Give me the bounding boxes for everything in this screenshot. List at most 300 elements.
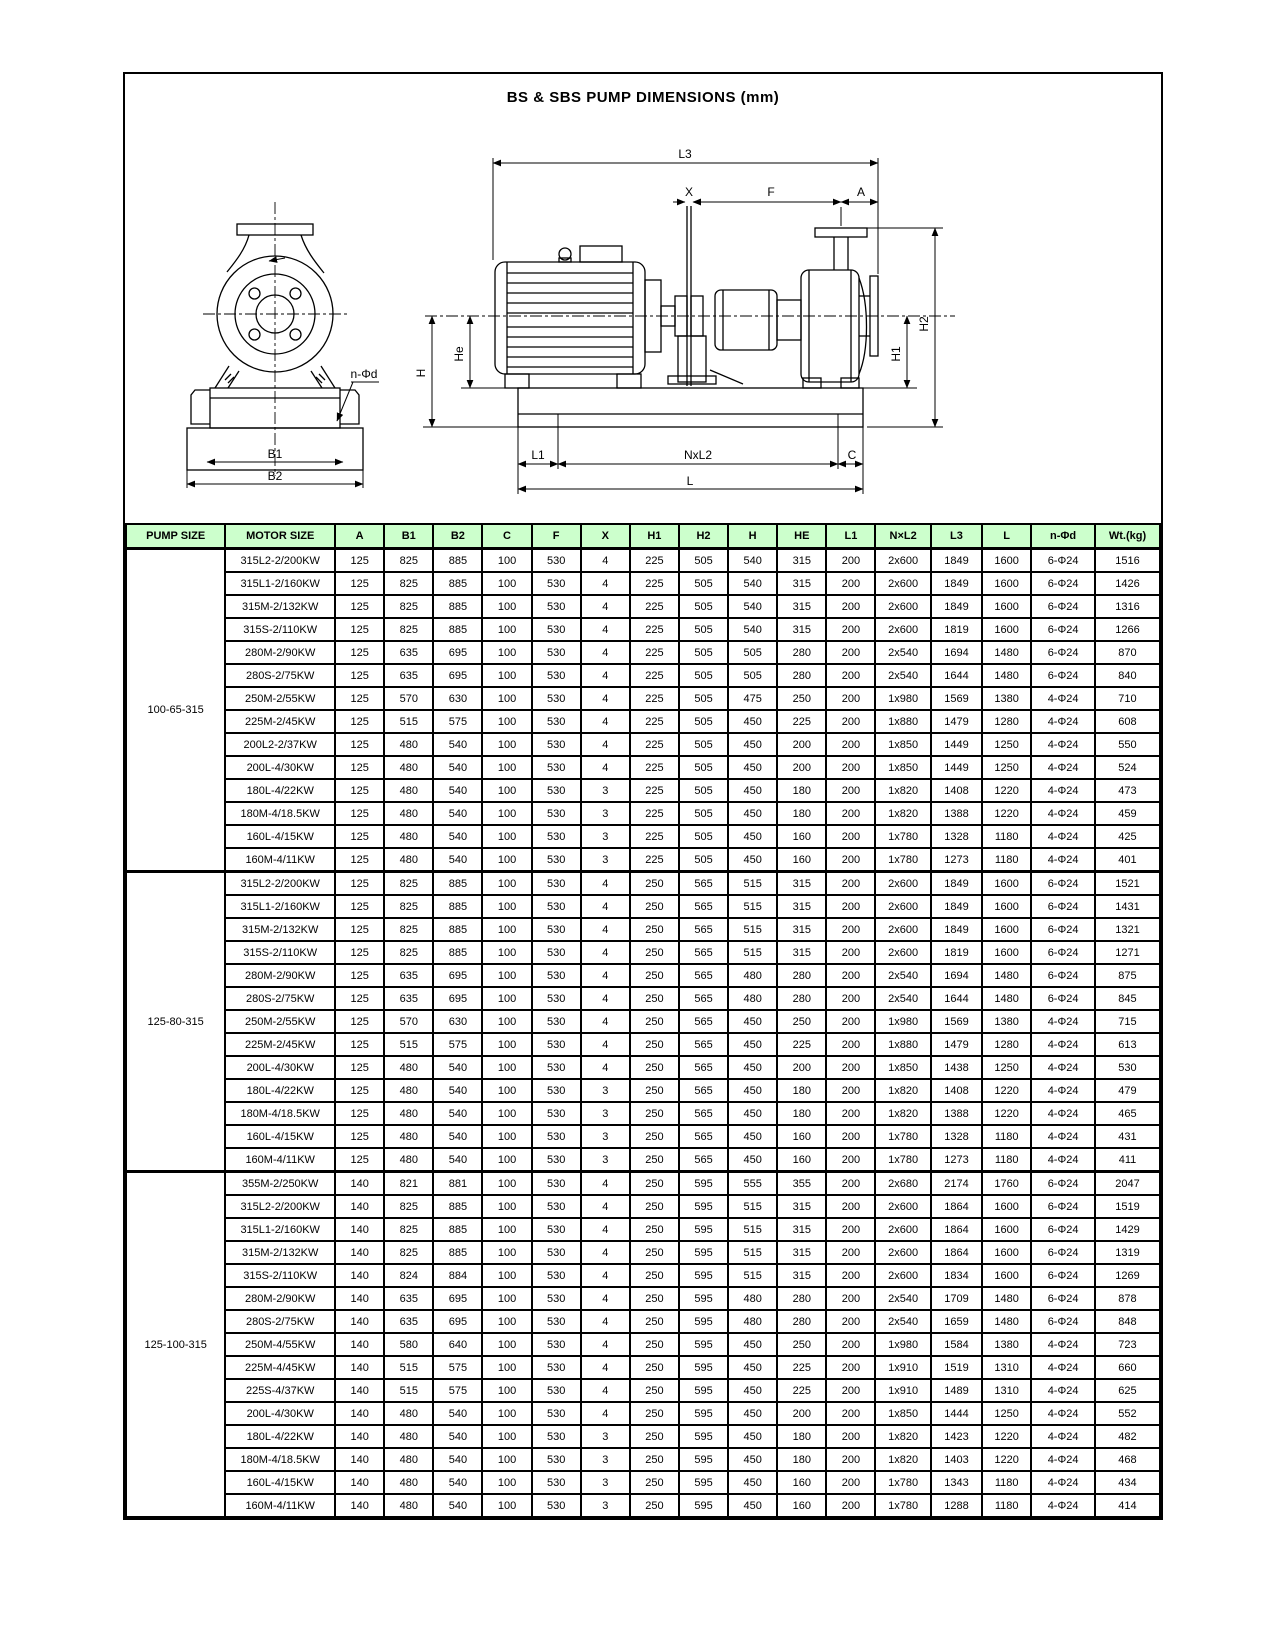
- dimension-cell: 100: [482, 710, 531, 733]
- dimension-cell: 200: [826, 1125, 875, 1148]
- table-row: [126, 872, 1160, 896]
- dimension-cell: 530: [532, 825, 581, 848]
- dimension-cell: 540: [728, 618, 777, 641]
- dimension-cell: 1220: [982, 1448, 1031, 1471]
- dimension-cell: 125: [335, 941, 384, 964]
- dimension-cell: 530: [532, 572, 581, 595]
- motor-size-cell: 250M-4/55KW: [225, 1333, 335, 1356]
- motor-size-cell: 160L-4/15KW: [225, 1125, 335, 1148]
- dimension-cell: 505: [728, 664, 777, 687]
- dimension-cell: 1220: [982, 802, 1031, 825]
- dimension-cell: 450: [728, 1471, 777, 1494]
- dimension-cell: 250: [777, 687, 826, 710]
- page-title: BS & SBS PUMP DIMENSIONS (mm): [506, 89, 780, 106]
- dimension-cell: 595: [679, 1333, 728, 1356]
- dimension-cell: 480: [384, 1402, 433, 1425]
- dimension-cell: 100: [482, 1172, 531, 1196]
- dimension-cell: 530: [532, 1102, 581, 1125]
- dimension-cell: 1x820: [875, 1079, 930, 1102]
- dimension-cell: 6-Φ24: [1031, 964, 1095, 987]
- motor-size-cell: 180M-4/18.5KW: [225, 802, 335, 825]
- dimension-cell: 2x540: [875, 964, 930, 987]
- dimension-cell: 515: [728, 1218, 777, 1241]
- dimension-cell: 480: [384, 1102, 433, 1125]
- dimension-cell: 595: [679, 1448, 728, 1471]
- dimension-cell: 200: [826, 756, 875, 779]
- dimension-cell: 885: [433, 1218, 482, 1241]
- dimension-cell: 280: [777, 1310, 826, 1333]
- dimension-cell: 475: [728, 687, 777, 710]
- dimension-cell: 505: [679, 641, 728, 664]
- dimension-cell: 480: [384, 1125, 433, 1148]
- dimension-cell: 540: [433, 1056, 482, 1079]
- dimension-cell: 570: [384, 1010, 433, 1033]
- dimension-cell: 1220: [982, 1425, 1031, 1448]
- motor-size-cell: 280M-2/90KW: [225, 964, 335, 987]
- table-row: [126, 1402, 1160, 1425]
- dimension-cell: 1319: [1095, 1241, 1160, 1264]
- dimension-cell: 315: [777, 872, 826, 896]
- dimension-cell: 635: [384, 1287, 433, 1310]
- dimension-cell: 160: [777, 1148, 826, 1172]
- dimension-cell: 250: [630, 1448, 679, 1471]
- dimension-cell: 1380: [982, 687, 1031, 710]
- dimension-cell: 570: [384, 687, 433, 710]
- dimension-cell: 200: [826, 987, 875, 1010]
- dimension-cell: 200: [826, 1310, 875, 1333]
- dimension-cell: 875: [1095, 964, 1160, 987]
- dimension-cell: 1403: [931, 1448, 982, 1471]
- dimension-cell: 4: [581, 1264, 630, 1287]
- dim-label-h1: H1: [889, 346, 903, 362]
- dimension-cell: 125: [335, 964, 384, 987]
- column-header: L1: [826, 524, 875, 549]
- motor-size-cell: 315S-2/110KW: [225, 618, 335, 641]
- table-row: [126, 664, 1160, 687]
- dimension-cell: 1408: [931, 1079, 982, 1102]
- dimension-cell: 825: [384, 941, 433, 964]
- table-row: [126, 1148, 1160, 1172]
- dimension-cell: 100: [482, 1218, 531, 1241]
- dimension-cell: 825: [384, 1218, 433, 1241]
- dimension-cell: 6-Φ24: [1031, 1310, 1095, 1333]
- dimension-cell: 315: [777, 618, 826, 641]
- dimension-cell: 1250: [982, 733, 1031, 756]
- dimension-cell: 635: [384, 664, 433, 687]
- dimension-cell: 200: [826, 848, 875, 872]
- dimension-cell: 4-Φ24: [1031, 1402, 1095, 1425]
- dimension-cell: 315: [777, 1195, 826, 1218]
- dimension-cell: 250: [630, 1356, 679, 1379]
- dimension-cell: 1x910: [875, 1379, 930, 1402]
- dimension-cell: 250: [630, 872, 679, 896]
- dimension-cell: 100: [482, 918, 531, 941]
- dim-label-h2: H2: [917, 316, 931, 332]
- dimension-cell: 140: [335, 1425, 384, 1448]
- dimension-cell: 465: [1095, 1102, 1160, 1125]
- table-row: [126, 1448, 1160, 1471]
- dimension-cell: 2x540: [875, 1287, 930, 1310]
- dimension-cell: 125: [335, 895, 384, 918]
- motor-size-cell: 315L2-2/200KW: [225, 872, 335, 896]
- dimension-cell: 480: [384, 1056, 433, 1079]
- dimension-cell: 1584: [931, 1333, 982, 1356]
- dimension-cell: 825: [384, 1241, 433, 1264]
- table-row: [126, 618, 1160, 641]
- dimension-cell: 414: [1095, 1494, 1160, 1517]
- dimension-cell: 3: [581, 1125, 630, 1148]
- dimension-cell: 125: [335, 802, 384, 825]
- dimension-cell: 100: [482, 1379, 531, 1402]
- dimension-cell: 3: [581, 848, 630, 872]
- dimension-cell: 4-Φ24: [1031, 1079, 1095, 1102]
- dimension-cell: 530: [532, 987, 581, 1010]
- dimension-cell: 200: [777, 733, 826, 756]
- dimension-cell: 480: [384, 1079, 433, 1102]
- dimension-cell: 480: [384, 1148, 433, 1172]
- dimension-cell: 1321: [1095, 918, 1160, 941]
- dimension-cell: 4-Φ24: [1031, 1033, 1095, 1056]
- dimension-cell: 125: [335, 1010, 384, 1033]
- dimension-cell: 450: [728, 1056, 777, 1079]
- dimension-cell: 2x600: [875, 618, 930, 641]
- dimension-cell: 100: [482, 1195, 531, 1218]
- column-header: X: [581, 524, 630, 549]
- dimension-cell: 200: [826, 710, 875, 733]
- dimension-cell: 1180: [982, 1125, 1031, 1148]
- table-row: [126, 756, 1160, 779]
- dimension-cell: 225: [630, 595, 679, 618]
- dimension-cell: 1480: [982, 1310, 1031, 1333]
- dimension-cell: 3: [581, 779, 630, 802]
- dimension-cell: 200: [777, 1402, 826, 1425]
- table-row: [126, 802, 1160, 825]
- motor-size-cell: 225M-2/45KW: [225, 710, 335, 733]
- dimension-cell: 250: [630, 1102, 679, 1125]
- dimension-cell: 870: [1095, 641, 1160, 664]
- dimension-cell: 450: [728, 1448, 777, 1471]
- dimension-cell: 180: [777, 779, 826, 802]
- dimension-cell: 140: [335, 1333, 384, 1356]
- dim-label-x: X: [684, 185, 694, 199]
- dimension-cell: 100: [482, 941, 531, 964]
- dimension-cell: 1600: [982, 1264, 1031, 1287]
- table-row: [126, 1102, 1160, 1125]
- column-header: B1: [384, 524, 433, 549]
- dimension-cell: 530: [532, 1241, 581, 1264]
- dimension-cell: 885: [433, 595, 482, 618]
- table-row: [126, 595, 1160, 618]
- dimension-cell: 250: [777, 1333, 826, 1356]
- dimension-cell: 140: [335, 1264, 384, 1287]
- dimension-cell: 1250: [982, 756, 1031, 779]
- dimension-cell: 1328: [931, 825, 982, 848]
- dimension-cell: 555: [728, 1172, 777, 1196]
- motor-size-cell: 315M-2/132KW: [225, 1241, 335, 1264]
- table-row: [126, 918, 1160, 941]
- motor-size-cell: 225M-2/45KW: [225, 1033, 335, 1056]
- dimension-cell: 1600: [982, 572, 1031, 595]
- dimension-cell: 431: [1095, 1125, 1160, 1148]
- dim-label-b2: B2: [267, 469, 283, 483]
- dimension-cell: 200: [826, 1033, 875, 1056]
- dimension-cell: 1431: [1095, 895, 1160, 918]
- dimension-cell: 480: [384, 1448, 433, 1471]
- dimension-cell: 825: [384, 595, 433, 618]
- dimension-cell: 1266: [1095, 618, 1160, 641]
- dimension-cell: 4-Φ24: [1031, 1102, 1095, 1125]
- dimension-cell: 1480: [982, 664, 1031, 687]
- dimension-cell: 125: [335, 641, 384, 664]
- motor-size-cell: 225S-4/37KW: [225, 1379, 335, 1402]
- dimension-cell: 505: [679, 733, 728, 756]
- motor-size-cell: 180L-4/22KW: [225, 779, 335, 802]
- dimension-cell: 450: [728, 825, 777, 848]
- dimension-cell: 695: [433, 664, 482, 687]
- dimension-cell: 480: [728, 987, 777, 1010]
- column-header: MOTOR SIZE: [225, 524, 335, 549]
- dimension-cell: 225: [630, 687, 679, 710]
- motor-size-cell: 250M-2/55KW: [225, 1010, 335, 1033]
- dimension-cell: 1310: [982, 1379, 1031, 1402]
- document-frame: [123, 72, 1163, 1520]
- table-row: [126, 1218, 1160, 1241]
- dimension-cell: 1644: [931, 664, 982, 687]
- dimension-cell: 480: [384, 848, 433, 872]
- dimension-cell: 315: [777, 1264, 826, 1287]
- dimension-cell: 125: [335, 1079, 384, 1102]
- dimension-cell: 200: [826, 618, 875, 641]
- dimension-cell: 1480: [982, 641, 1031, 664]
- dimension-cell: 1250: [982, 1402, 1031, 1425]
- dimension-cell: 6-Φ24: [1031, 1241, 1095, 1264]
- dimension-cell: 515: [728, 1195, 777, 1218]
- dimension-cell: 2x600: [875, 1241, 930, 1264]
- dimension-cell: 4: [581, 1379, 630, 1402]
- table-row: [126, 1195, 1160, 1218]
- dimension-cell: 100: [482, 802, 531, 825]
- dimension-cell: 200: [826, 1241, 875, 1264]
- dimension-cell: 4-Φ24: [1031, 1494, 1095, 1517]
- column-header: H: [728, 524, 777, 549]
- dimension-cell: 4: [581, 987, 630, 1010]
- dimension-cell: 1760: [982, 1172, 1031, 1196]
- dimension-cell: 200: [826, 664, 875, 687]
- dimension-cell: 1819: [931, 618, 982, 641]
- dimension-cell: 540: [728, 572, 777, 595]
- dimension-cell: 411: [1095, 1148, 1160, 1172]
- dimension-cell: 1x850: [875, 1402, 930, 1425]
- dimension-cell: 505: [679, 710, 728, 733]
- dimension-cell: 595: [679, 1172, 728, 1196]
- dimension-cell: 200: [826, 1448, 875, 1471]
- dimension-cell: 450: [728, 1079, 777, 1102]
- dimension-cell: 200: [826, 941, 875, 964]
- dimension-cell: 695: [433, 1310, 482, 1333]
- dimension-cell: 515: [728, 895, 777, 918]
- dimension-cell: 878: [1095, 1287, 1160, 1310]
- dimension-cell: 2x600: [875, 918, 930, 941]
- dimension-cell: 250: [630, 1333, 679, 1356]
- dimension-cell: 225: [630, 618, 679, 641]
- dimension-cell: 2x600: [875, 872, 930, 896]
- dimension-cell: 225: [777, 1379, 826, 1402]
- dimension-cell: 565: [679, 941, 728, 964]
- dimension-cell: 200: [826, 595, 875, 618]
- dimension-cell: 1644: [931, 987, 982, 1010]
- motor-size-cell: 180L-4/22KW: [225, 1079, 335, 1102]
- dimension-cell: 315: [777, 1241, 826, 1264]
- motor-size-cell: 315M-2/132KW: [225, 918, 335, 941]
- dimension-cell: 885: [433, 941, 482, 964]
- dimension-cell: 280: [777, 641, 826, 664]
- dimension-cell: 4: [581, 895, 630, 918]
- dimension-cell: 100: [482, 1148, 531, 1172]
- dimension-cell: 1408: [931, 779, 982, 802]
- dimension-cell: 250: [630, 1010, 679, 1033]
- dimension-cell: 540: [433, 1102, 482, 1125]
- dimension-cell: 540: [433, 825, 482, 848]
- motor-size-cell: 315L2-2/200KW: [225, 549, 335, 573]
- dimension-cell: 1519: [931, 1356, 982, 1379]
- dimension-cell: 160: [777, 825, 826, 848]
- dimension-cell: 1180: [982, 1494, 1031, 1517]
- dim-label-n-phi-d: n-Φd: [350, 367, 378, 381]
- dimension-cell: 1834: [931, 1264, 982, 1287]
- dimension-cell: 315: [777, 895, 826, 918]
- dimension-cell: 480: [384, 1425, 433, 1448]
- dimension-cell: 540: [433, 1471, 482, 1494]
- dimension-cell: 695: [433, 964, 482, 987]
- dimension-cell: 4-Φ24: [1031, 756, 1095, 779]
- column-header: A: [335, 524, 384, 549]
- dimension-cell: 250: [630, 1079, 679, 1102]
- dimension-cell: 100: [482, 964, 531, 987]
- dimension-cell: 595: [679, 1494, 728, 1517]
- dimension-cell: 1x850: [875, 733, 930, 756]
- dimension-cell: 530: [532, 779, 581, 802]
- dimension-cell: 2174: [931, 1172, 982, 1196]
- dimension-cell: 2x540: [875, 664, 930, 687]
- dimension-cell: 2x600: [875, 1218, 930, 1241]
- dimension-cell: 100: [482, 1356, 531, 1379]
- dimension-cell: 180: [777, 1102, 826, 1125]
- dimension-cell: 200: [826, 964, 875, 987]
- dimension-cell: 180: [777, 1448, 826, 1471]
- dimension-cell: 595: [679, 1402, 728, 1425]
- dimension-cell: 1271: [1095, 941, 1160, 964]
- motor-size-cell: 160L-4/15KW: [225, 1471, 335, 1494]
- dimension-cell: 1426: [1095, 572, 1160, 595]
- dimension-cell: 425: [1095, 825, 1160, 848]
- dimension-cell: 450: [728, 756, 777, 779]
- dimension-cell: 825: [384, 918, 433, 941]
- dim-label-he: He: [452, 346, 466, 362]
- dimension-cell: 715: [1095, 1010, 1160, 1033]
- motor-size-cell: 280M-2/90KW: [225, 641, 335, 664]
- dimension-cell: 4-Φ24: [1031, 1425, 1095, 1448]
- dimension-cell: 613: [1095, 1033, 1160, 1056]
- dimension-cell: 250: [630, 987, 679, 1010]
- dimension-cell: 6-Φ24: [1031, 641, 1095, 664]
- dimension-cell: 825: [384, 618, 433, 641]
- dimension-cell: 530: [532, 1356, 581, 1379]
- dimension-cell: 530: [532, 1033, 581, 1056]
- dimension-cell: 552: [1095, 1402, 1160, 1425]
- dimension-cell: 401: [1095, 848, 1160, 872]
- motor-size-cell: 180M-4/18.5KW: [225, 1102, 335, 1125]
- dimension-cell: 250: [630, 1056, 679, 1079]
- dimension-cell: 530: [1095, 1056, 1160, 1079]
- dimension-cell: 530: [532, 1379, 581, 1402]
- pump-front-view: [187, 202, 379, 488]
- dimension-cell: 280: [777, 987, 826, 1010]
- dimension-cell: 595: [679, 1425, 728, 1448]
- dimension-cell: 1449: [931, 756, 982, 779]
- dimension-cell: 4: [581, 1010, 630, 1033]
- column-header: B2: [433, 524, 482, 549]
- dimension-cell: 200: [826, 1172, 875, 1196]
- dimension-cell: 315: [777, 549, 826, 573]
- table-row: [126, 779, 1160, 802]
- dimension-cell: 4-Φ24: [1031, 1356, 1095, 1379]
- motor-size-cell: 355M-2/250KW: [225, 1172, 335, 1196]
- dimension-cell: 1220: [982, 779, 1031, 802]
- dimension-cell: 180: [777, 802, 826, 825]
- column-header: N×L2: [875, 524, 930, 549]
- dimension-cell: 200: [826, 733, 875, 756]
- dimension-cell: 885: [433, 872, 482, 896]
- dimension-cell: 6-Φ24: [1031, 1195, 1095, 1218]
- dimension-cell: 140: [335, 1471, 384, 1494]
- dimension-cell: 4: [581, 941, 630, 964]
- dimension-cell: 848: [1095, 1310, 1160, 1333]
- dimension-cell: 1x850: [875, 756, 930, 779]
- dimension-cell: 450: [728, 1356, 777, 1379]
- dim-label-b1: B1: [267, 447, 283, 461]
- dimension-cell: 125: [335, 1125, 384, 1148]
- dimension-cell: 540: [433, 1494, 482, 1517]
- dimension-cell: 1600: [982, 941, 1031, 964]
- dimension-cell: 4-Φ24: [1031, 687, 1095, 710]
- dimension-cell: 840: [1095, 664, 1160, 687]
- dimension-cell: 660: [1095, 1356, 1160, 1379]
- dimension-cell: 540: [433, 1148, 482, 1172]
- dimension-cell: 885: [433, 895, 482, 918]
- dimension-cell: 530: [532, 918, 581, 941]
- dimension-cell: 540: [728, 549, 777, 573]
- pump-technical-drawing: [125, 121, 1161, 523]
- dimension-cell: 1521: [1095, 872, 1160, 896]
- dimension-cell: 505: [679, 779, 728, 802]
- dimension-cell: 1449: [931, 733, 982, 756]
- dimension-cell: 100: [482, 572, 531, 595]
- dimension-cell: 3: [581, 1102, 630, 1125]
- dimension-cell: 140: [335, 1494, 384, 1517]
- motor-size-cell: 160M-4/11KW: [225, 1148, 335, 1172]
- dimension-cell: 4-Φ24: [1031, 1148, 1095, 1172]
- dimension-cell: 250: [630, 1148, 679, 1172]
- dimension-cell: 125: [335, 549, 384, 573]
- dimension-cell: 480: [384, 733, 433, 756]
- dimension-cell: 2x540: [875, 1310, 930, 1333]
- dimension-cell: 140: [335, 1172, 384, 1196]
- dimension-cell: 1x820: [875, 779, 930, 802]
- dimension-cell: 1x820: [875, 1448, 930, 1471]
- dimension-cell: 565: [679, 1148, 728, 1172]
- dimension-cell: 200: [777, 756, 826, 779]
- dimension-cell: 530: [532, 1056, 581, 1079]
